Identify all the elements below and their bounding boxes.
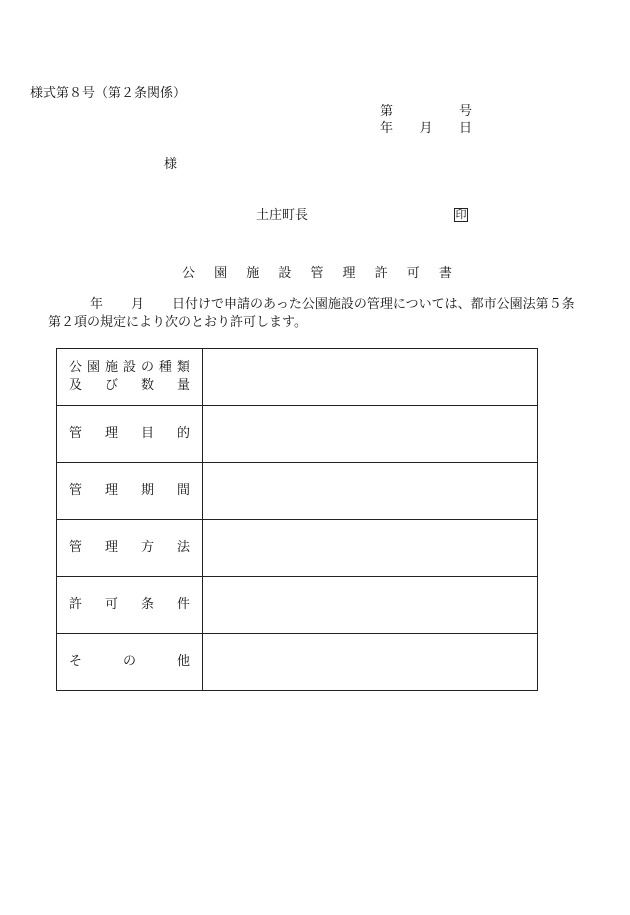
date-day: 日 [458,121,472,136]
label-char: 管 [69,540,83,555]
label-char: 管 [69,483,83,498]
label-char: 目 [140,426,154,441]
label-char: び [104,378,118,393]
label-char: 理 [104,540,118,555]
date-month: 月 [419,121,433,136]
label-char: 期 [140,483,154,498]
label-char: 類 [176,360,190,375]
label-char: 公 [69,360,83,375]
table-row [57,577,538,634]
label-char: 可 [104,597,118,612]
issue-date [380,121,472,137]
label-line [69,359,190,377]
label-char: 件 [176,597,190,612]
table-row [57,463,538,520]
label-char: そ [69,654,83,669]
label-line [69,596,190,614]
row-label [57,520,203,577]
title-char: 園 [214,266,228,281]
label-char: 間 [176,483,190,498]
table-row [57,349,538,406]
label-char: 法 [176,540,190,555]
row-label [57,463,203,520]
row-value[interactable] [203,520,538,577]
issuer-name: 土庄町長 [256,208,309,223]
addressee-honorific: 様 [164,157,178,172]
row-label [57,634,203,691]
label-char: 設 [122,360,136,375]
statement-text: 日付けで申請のあった公園施設の管理については、都市公園法第５条 [172,297,575,312]
label-char: 方 [140,540,154,555]
label-char: 理 [104,483,118,498]
table-row [57,634,538,691]
row-label [57,406,203,463]
title-char: 管 [310,266,324,281]
label-line [69,653,190,671]
permit-statement [48,296,588,332]
document-title [182,262,452,281]
title-char: 公 [182,266,196,281]
label-char: 他 [176,654,190,669]
label-char: 及 [69,378,83,393]
label-char: 施 [104,360,118,375]
row-value[interactable] [203,406,538,463]
label-line [69,482,190,500]
table-row [57,520,538,577]
row-value[interactable] [203,463,538,520]
table-row [57,406,538,463]
document-number [380,104,472,120]
title-char: 設 [278,266,292,281]
title-char: 許 [374,266,388,281]
permit-details-table [56,348,538,691]
row-label [57,349,203,406]
title-char: 書 [438,266,452,281]
statement-line-2: 第２項の規定により次のとおり許可します。 [48,315,307,330]
document-number-prefix: 第 [380,104,394,119]
statement-year: 年 [90,297,104,312]
row-label [57,577,203,634]
document-number-suffix: 号 [458,104,472,119]
title-char: 可 [406,266,420,281]
label-char: 許 [69,597,83,612]
row-value[interactable] [203,349,538,406]
row-value[interactable] [203,634,538,691]
label-char: 条 [140,597,154,612]
label-line [69,539,190,557]
form-number: 様式第８号（第２条関係） [30,86,187,101]
label-line [69,425,190,443]
title-char: 施 [246,266,260,281]
row-value[interactable] [203,577,538,634]
seal-mark: 印 [455,208,467,221]
statement-month: 月 [131,297,145,312]
label-char: の [140,360,154,375]
label-line [69,377,190,395]
statement-line-1 [48,296,588,314]
label-char: 量 [176,378,190,393]
label-char: 園 [86,360,100,375]
label-char: 的 [176,426,190,441]
label-char: 管 [69,426,83,441]
label-char: 理 [104,426,118,441]
label-char: 数 [140,378,154,393]
title-char: 理 [342,266,356,281]
label-char: の [122,654,136,669]
label-char: 種 [158,360,172,375]
date-year: 年 [380,121,394,136]
